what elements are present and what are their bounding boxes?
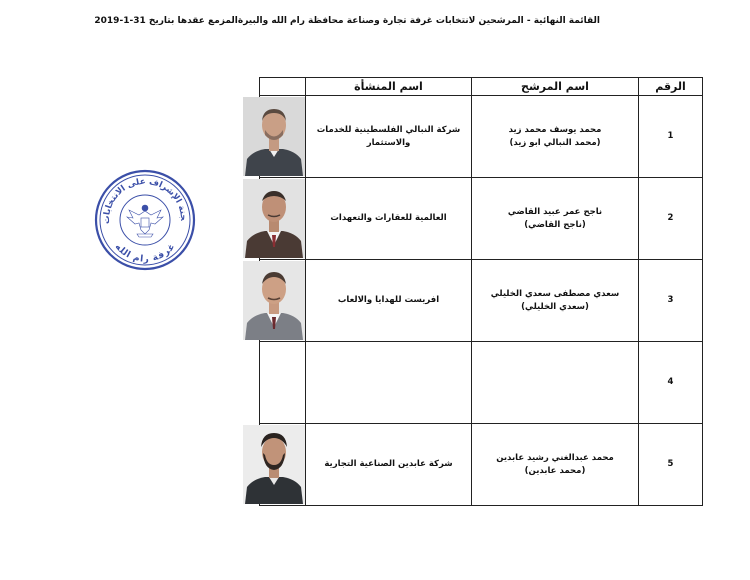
document-title: القائمة النهائية - المرشحين لانتخابات غرفة تجارة وصناعة محافظة رام الله والبيرةالمزمع عقدها بتاريخ 31-1-2019 <box>94 16 600 26</box>
candidates-table <box>259 77 703 506</box>
candidate-alias: (محمد عابدين) <box>524 465 586 476</box>
candidate-name-cell <box>472 342 639 424</box>
table-header-row <box>260 78 703 96</box>
row-number: 3 <box>639 260 703 342</box>
candidate-photo-2 <box>243 179 305 258</box>
table-row <box>260 342 703 424</box>
organization-name: شركة عابدين الصناعية التجارية <box>306 424 472 506</box>
candidate-photo-cell <box>260 424 306 506</box>
seal-text-bottom: غرفة رام الله <box>112 242 178 265</box>
candidate-name-cell <box>472 424 639 506</box>
candidate-photo-3 <box>243 261 305 340</box>
table-row <box>260 96 703 178</box>
candidate-name: ناجح عمر عبيد القاضي <box>507 207 603 218</box>
candidate-photo-cell <box>260 178 306 260</box>
candidate-name: محمد يوسف محمد زيد <box>508 125 602 136</box>
row-number: 4 <box>639 342 703 424</box>
candidate-alias: (سعدي الخليلي) <box>521 301 589 312</box>
election-committee-seal <box>93 168 197 272</box>
organization-name: العالمية للعقارات والتعهدات <box>306 178 472 260</box>
organization-name: افريست للهدايا والالعاب <box>306 260 472 342</box>
seal-text-top: جنة الإشراف على الانتخابات <box>101 176 189 224</box>
candidate-photo-1 <box>243 97 305 176</box>
header-organization: اسم المنشأة <box>306 78 472 96</box>
candidate-photo-cell <box>260 96 306 178</box>
row-number: 2 <box>639 178 703 260</box>
row-number: 1 <box>639 96 703 178</box>
candidate-name: سعدي مصطفى سعدي الخليلي <box>490 289 620 300</box>
table-row <box>260 178 703 260</box>
eagle-emblem-icon <box>127 205 163 237</box>
candidate-alias: (ناجح القاضي) <box>524 219 586 230</box>
candidate-photo-cell <box>260 260 306 342</box>
header-number: الرقم <box>639 78 703 96</box>
table-row <box>260 260 703 342</box>
header-candidate-name: اسم المرشح <box>472 78 639 96</box>
candidate-name-cell <box>472 178 639 260</box>
candidate-photo-5 <box>243 425 305 504</box>
candidate-photo-cell <box>260 342 306 424</box>
row-number: 5 <box>639 424 703 506</box>
organization-name <box>306 342 472 424</box>
candidate-name-cell <box>472 260 639 342</box>
header-photo <box>260 78 306 96</box>
candidate-alias: (محمد النبالي ابو زيد) <box>509 137 601 148</box>
organization-name: شركة النبالي الفلسطينية للخدمات والاستثمار <box>306 96 472 178</box>
table-row <box>260 424 703 506</box>
candidate-name: محمد عبدالغني رشيد عابدين <box>496 453 614 464</box>
candidate-name-cell <box>472 96 639 178</box>
